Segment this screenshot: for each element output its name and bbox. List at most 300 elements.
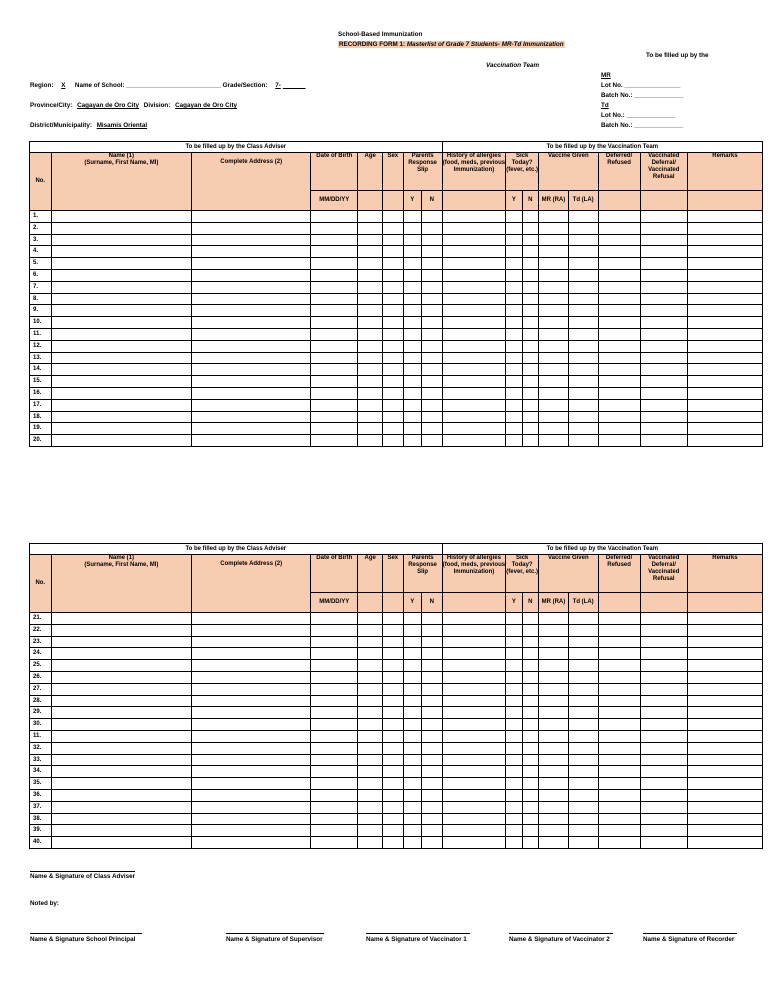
table-cell[interactable]	[383, 660, 404, 672]
table-cell[interactable]	[506, 648, 522, 660]
table-cell[interactable]	[640, 660, 687, 672]
table-cell[interactable]	[506, 671, 522, 683]
table-cell[interactable]	[598, 423, 640, 435]
table-cell[interactable]	[539, 683, 569, 695]
table-cell[interactable]	[51, 624, 192, 636]
table-cell[interactable]	[640, 730, 687, 742]
table-cell[interactable]	[522, 613, 538, 625]
table-cell[interactable]	[422, 317, 443, 329]
table-cell[interactable]	[442, 211, 506, 223]
table-cell[interactable]	[311, 766, 358, 778]
table-cell[interactable]	[640, 305, 687, 317]
table-cell[interactable]	[422, 695, 443, 707]
table-cell[interactable]	[383, 387, 404, 399]
table-cell[interactable]	[358, 293, 383, 305]
table-cell[interactable]	[403, 613, 421, 625]
table-cell[interactable]	[640, 789, 687, 801]
table-cell[interactable]	[51, 352, 192, 364]
table-cell[interactable]	[311, 636, 358, 648]
table-cell[interactable]	[442, 754, 506, 766]
table-cell[interactable]	[539, 730, 569, 742]
table-cell[interactable]	[687, 624, 762, 636]
table-cell[interactable]	[598, 222, 640, 234]
table-cell[interactable]	[568, 293, 598, 305]
table-cell[interactable]	[640, 435, 687, 447]
table-cell[interactable]	[598, 671, 640, 683]
table-cell[interactable]	[311, 730, 358, 742]
table-cell[interactable]	[51, 648, 192, 660]
table-cell[interactable]	[506, 328, 522, 340]
table-cell[interactable]	[539, 719, 569, 731]
table-cell[interactable]	[568, 222, 598, 234]
table-cell[interactable]	[640, 778, 687, 790]
table-cell[interactable]	[311, 364, 358, 376]
table-cell[interactable]	[522, 246, 538, 258]
table-cell[interactable]	[51, 707, 192, 719]
table-cell[interactable]	[383, 789, 404, 801]
table-cell[interactable]	[568, 707, 598, 719]
table-cell[interactable]	[506, 813, 522, 825]
table-cell[interactable]	[687, 683, 762, 695]
table-cell[interactable]	[311, 825, 358, 837]
table-cell[interactable]	[687, 695, 762, 707]
table-cell[interactable]	[522, 376, 538, 388]
table-cell[interactable]	[51, 222, 192, 234]
table-cell[interactable]	[506, 222, 522, 234]
table-cell[interactable]	[311, 671, 358, 683]
table-cell[interactable]	[522, 789, 538, 801]
table-cell[interactable]	[442, 258, 506, 270]
table-cell[interactable]	[51, 825, 192, 837]
table-cell[interactable]	[539, 801, 569, 813]
table-cell[interactable]	[506, 258, 522, 270]
table-cell[interactable]	[358, 376, 383, 388]
table-cell[interactable]	[539, 789, 569, 801]
table-cell[interactable]	[403, 340, 421, 352]
table-cell[interactable]	[539, 364, 569, 376]
table-cell[interactable]	[358, 352, 383, 364]
table-cell[interactable]	[358, 707, 383, 719]
table-cell[interactable]	[640, 837, 687, 849]
table-cell[interactable]	[442, 613, 506, 625]
table-cell[interactable]	[383, 730, 404, 742]
table-cell[interactable]	[568, 695, 598, 707]
table-cell[interactable]	[598, 648, 640, 660]
table-cell[interactable]	[522, 719, 538, 731]
table-cell[interactable]	[403, 778, 421, 790]
table-cell[interactable]	[539, 246, 569, 258]
table-cell[interactable]	[598, 837, 640, 849]
table-cell[interactable]	[568, 246, 598, 258]
table-cell[interactable]	[539, 352, 569, 364]
table-cell[interactable]	[383, 837, 404, 849]
table-cell[interactable]	[506, 719, 522, 731]
table-cell[interactable]	[311, 789, 358, 801]
table-cell[interactable]	[522, 813, 538, 825]
table-cell[interactable]	[640, 754, 687, 766]
table-cell[interactable]	[442, 636, 506, 648]
table-cell[interactable]	[311, 234, 358, 246]
table-cell[interactable]	[192, 825, 311, 837]
table-cell[interactable]	[403, 234, 421, 246]
table-cell[interactable]	[383, 364, 404, 376]
table-cell[interactable]	[442, 683, 506, 695]
table-cell[interactable]	[442, 305, 506, 317]
table-cell[interactable]	[403, 435, 421, 447]
table-cell[interactable]	[539, 211, 569, 223]
table-cell[interactable]	[442, 766, 506, 778]
table-cell[interactable]	[522, 399, 538, 411]
table-cell[interactable]	[598, 340, 640, 352]
table-cell[interactable]	[51, 636, 192, 648]
table-cell[interactable]	[383, 340, 404, 352]
table-cell[interactable]	[403, 754, 421, 766]
table-cell[interactable]	[506, 778, 522, 790]
table-cell[interactable]	[51, 246, 192, 258]
table-cell[interactable]	[192, 211, 311, 223]
table-cell[interactable]	[442, 837, 506, 849]
table-cell[interactable]	[598, 352, 640, 364]
table-cell[interactable]	[422, 778, 443, 790]
table-cell[interactable]	[687, 648, 762, 660]
table-cell[interactable]	[598, 683, 640, 695]
table-cell[interactable]	[687, 766, 762, 778]
table-cell[interactable]	[422, 246, 443, 258]
table-cell[interactable]	[568, 742, 598, 754]
table-cell[interactable]	[51, 435, 192, 447]
table-cell[interactable]	[358, 340, 383, 352]
table-cell[interactable]	[403, 281, 421, 293]
table-cell[interactable]	[311, 801, 358, 813]
table-cell[interactable]	[687, 364, 762, 376]
table-cell[interactable]	[51, 328, 192, 340]
table-cell[interactable]	[403, 387, 421, 399]
table-cell[interactable]	[358, 754, 383, 766]
table-cell[interactable]	[383, 234, 404, 246]
table-cell[interactable]	[51, 411, 192, 423]
table-cell[interactable]	[51, 789, 192, 801]
table-cell[interactable]	[383, 435, 404, 447]
table-cell[interactable]	[192, 801, 311, 813]
table-cell[interactable]	[358, 234, 383, 246]
table-cell[interactable]	[522, 671, 538, 683]
table-cell[interactable]	[192, 293, 311, 305]
table-cell[interactable]	[192, 340, 311, 352]
table-cell[interactable]	[506, 801, 522, 813]
table-cell[interactable]	[522, 281, 538, 293]
table-cell[interactable]	[383, 305, 404, 317]
table-cell[interactable]	[403, 305, 421, 317]
table-cell[interactable]	[568, 778, 598, 790]
table-cell[interactable]	[539, 328, 569, 340]
table-cell[interactable]	[358, 789, 383, 801]
table-cell[interactable]	[568, 766, 598, 778]
table-cell[interactable]	[640, 423, 687, 435]
table-cell[interactable]	[568, 328, 598, 340]
table-cell[interactable]	[51, 269, 192, 281]
table-cell[interactable]	[687, 293, 762, 305]
table-cell[interactable]	[687, 376, 762, 388]
table-cell[interactable]	[522, 222, 538, 234]
table-cell[interactable]	[358, 328, 383, 340]
table-cell[interactable]	[192, 837, 311, 849]
table-cell[interactable]	[383, 269, 404, 281]
table-cell[interactable]	[598, 435, 640, 447]
table-cell[interactable]	[568, 399, 598, 411]
table-cell[interactable]	[422, 399, 443, 411]
table-cell[interactable]	[383, 211, 404, 223]
table-cell[interactable]	[539, 671, 569, 683]
table-cell[interactable]	[687, 825, 762, 837]
table-cell[interactable]	[598, 766, 640, 778]
table-cell[interactable]	[383, 624, 404, 636]
table-cell[interactable]	[311, 423, 358, 435]
table-cell[interactable]	[383, 813, 404, 825]
table-cell[interactable]	[687, 435, 762, 447]
table-cell[interactable]	[442, 801, 506, 813]
table-cell[interactable]	[422, 707, 443, 719]
table-cell[interactable]	[422, 387, 443, 399]
table-cell[interactable]	[568, 258, 598, 270]
table-cell[interactable]	[598, 754, 640, 766]
table-cell[interactable]	[522, 305, 538, 317]
table-cell[interactable]	[192, 789, 311, 801]
table-cell[interactable]	[522, 423, 538, 435]
table-cell[interactable]	[403, 293, 421, 305]
table-cell[interactable]	[358, 719, 383, 731]
table-cell[interactable]	[506, 269, 522, 281]
table-cell[interactable]	[539, 837, 569, 849]
table-cell[interactable]	[539, 317, 569, 329]
table-cell[interactable]	[687, 837, 762, 849]
table-cell[interactable]	[640, 211, 687, 223]
table-cell[interactable]	[598, 234, 640, 246]
table-cell[interactable]	[539, 281, 569, 293]
table-cell[interactable]	[506, 825, 522, 837]
table-cell[interactable]	[687, 281, 762, 293]
table-cell[interactable]	[442, 222, 506, 234]
table-cell[interactable]	[568, 624, 598, 636]
table-cell[interactable]	[640, 707, 687, 719]
table-cell[interactable]	[51, 399, 192, 411]
table-cell[interactable]	[192, 648, 311, 660]
table-cell[interactable]	[422, 211, 443, 223]
table-cell[interactable]	[311, 352, 358, 364]
table-cell[interactable]	[687, 754, 762, 766]
table-cell[interactable]	[687, 671, 762, 683]
table-cell[interactable]	[311, 683, 358, 695]
table-cell[interactable]	[640, 624, 687, 636]
table-cell[interactable]	[568, 340, 598, 352]
table-cell[interactable]	[311, 387, 358, 399]
table-cell[interactable]	[51, 671, 192, 683]
table-cell[interactable]	[598, 813, 640, 825]
table-cell[interactable]	[539, 648, 569, 660]
table-cell[interactable]	[640, 293, 687, 305]
table-cell[interactable]	[522, 293, 538, 305]
table-cell[interactable]	[687, 387, 762, 399]
table-cell[interactable]	[522, 317, 538, 329]
table-cell[interactable]	[311, 281, 358, 293]
table-cell[interactable]	[598, 730, 640, 742]
table-cell[interactable]	[192, 719, 311, 731]
table-cell[interactable]	[358, 636, 383, 648]
table-cell[interactable]	[568, 636, 598, 648]
table-cell[interactable]	[358, 399, 383, 411]
table-cell[interactable]	[640, 234, 687, 246]
table-cell[interactable]	[311, 648, 358, 660]
table-cell[interactable]	[539, 636, 569, 648]
table-cell[interactable]	[598, 742, 640, 754]
table-cell[interactable]	[687, 636, 762, 648]
table-cell[interactable]	[403, 683, 421, 695]
table-cell[interactable]	[311, 340, 358, 352]
table-cell[interactable]	[442, 648, 506, 660]
table-cell[interactable]	[192, 387, 311, 399]
table-cell[interactable]	[403, 801, 421, 813]
table-cell[interactable]	[51, 837, 192, 849]
table-cell[interactable]	[442, 352, 506, 364]
table-cell[interactable]	[506, 695, 522, 707]
table-cell[interactable]	[568, 789, 598, 801]
table-cell[interactable]	[506, 742, 522, 754]
table-cell[interactable]	[598, 825, 640, 837]
table-cell[interactable]	[640, 613, 687, 625]
table-cell[interactable]	[640, 825, 687, 837]
table-cell[interactable]	[506, 636, 522, 648]
table-cell[interactable]	[598, 246, 640, 258]
table-cell[interactable]	[192, 222, 311, 234]
table-cell[interactable]	[311, 399, 358, 411]
table-cell[interactable]	[506, 435, 522, 447]
table-cell[interactable]	[568, 801, 598, 813]
table-cell[interactable]	[568, 719, 598, 731]
table-cell[interactable]	[522, 837, 538, 849]
table-cell[interactable]	[192, 778, 311, 790]
table-cell[interactable]	[51, 719, 192, 731]
table-cell[interactable]	[522, 707, 538, 719]
table-cell[interactable]	[506, 234, 522, 246]
table-cell[interactable]	[522, 387, 538, 399]
table-cell[interactable]	[640, 352, 687, 364]
table-cell[interactable]	[51, 317, 192, 329]
table-cell[interactable]	[442, 813, 506, 825]
table-cell[interactable]	[442, 660, 506, 672]
table-cell[interactable]	[51, 258, 192, 270]
table-cell[interactable]	[598, 778, 640, 790]
table-cell[interactable]	[51, 423, 192, 435]
table-cell[interactable]	[311, 719, 358, 731]
table-cell[interactable]	[598, 317, 640, 329]
table-cell[interactable]	[522, 411, 538, 423]
table-cell[interactable]	[422, 376, 443, 388]
table-cell[interactable]	[51, 801, 192, 813]
table-cell[interactable]	[539, 258, 569, 270]
table-cell[interactable]	[687, 801, 762, 813]
table-cell[interactable]	[598, 211, 640, 223]
table-cell[interactable]	[51, 281, 192, 293]
table-cell[interactable]	[383, 683, 404, 695]
table-cell[interactable]	[687, 660, 762, 672]
table-cell[interactable]	[442, 387, 506, 399]
table-cell[interactable]	[192, 364, 311, 376]
table-cell[interactable]	[358, 671, 383, 683]
table-cell[interactable]	[358, 683, 383, 695]
table-cell[interactable]	[383, 317, 404, 329]
table-cell[interactable]	[598, 328, 640, 340]
table-cell[interactable]	[506, 317, 522, 329]
table-cell[interactable]	[442, 435, 506, 447]
table-cell[interactable]	[522, 825, 538, 837]
table-cell[interactable]	[506, 399, 522, 411]
table-cell[interactable]	[640, 281, 687, 293]
table-cell[interactable]	[522, 660, 538, 672]
table-cell[interactable]	[539, 387, 569, 399]
table-cell[interactable]	[51, 660, 192, 672]
table-cell[interactable]	[311, 695, 358, 707]
table-cell[interactable]	[640, 387, 687, 399]
table-cell[interactable]	[311, 742, 358, 754]
table-cell[interactable]	[598, 364, 640, 376]
table-cell[interactable]	[358, 411, 383, 423]
table-cell[interactable]	[640, 246, 687, 258]
table-cell[interactable]	[311, 376, 358, 388]
table-cell[interactable]	[311, 411, 358, 423]
table-cell[interactable]	[522, 340, 538, 352]
table-cell[interactable]	[422, 328, 443, 340]
table-cell[interactable]	[192, 399, 311, 411]
table-cell[interactable]	[311, 613, 358, 625]
table-cell[interactable]	[51, 613, 192, 625]
table-cell[interactable]	[192, 234, 311, 246]
table-cell[interactable]	[640, 801, 687, 813]
table-cell[interactable]	[506, 683, 522, 695]
table-cell[interactable]	[568, 269, 598, 281]
table-cell[interactable]	[422, 293, 443, 305]
table-cell[interactable]	[358, 222, 383, 234]
table-cell[interactable]	[383, 258, 404, 270]
table-cell[interactable]	[192, 246, 311, 258]
table-cell[interactable]	[506, 789, 522, 801]
table-cell[interactable]	[506, 352, 522, 364]
table-cell[interactable]	[522, 364, 538, 376]
table-cell[interactable]	[383, 376, 404, 388]
table-cell[interactable]	[687, 317, 762, 329]
table-cell[interactable]	[522, 648, 538, 660]
table-cell[interactable]	[687, 613, 762, 625]
table-cell[interactable]	[383, 707, 404, 719]
table-cell[interactable]	[358, 624, 383, 636]
table-cell[interactable]	[358, 813, 383, 825]
table-cell[interactable]	[422, 636, 443, 648]
table-cell[interactable]	[403, 258, 421, 270]
table-cell[interactable]	[687, 211, 762, 223]
table-cell[interactable]	[51, 387, 192, 399]
table-cell[interactable]	[442, 269, 506, 281]
table-cell[interactable]	[522, 754, 538, 766]
table-cell[interactable]	[687, 222, 762, 234]
table-cell[interactable]	[598, 258, 640, 270]
table-cell[interactable]	[51, 364, 192, 376]
table-cell[interactable]	[539, 754, 569, 766]
table-cell[interactable]	[403, 636, 421, 648]
table-cell[interactable]	[687, 305, 762, 317]
table-cell[interactable]	[442, 293, 506, 305]
table-cell[interactable]	[51, 376, 192, 388]
table-cell[interactable]	[687, 813, 762, 825]
table-cell[interactable]	[539, 269, 569, 281]
table-cell[interactable]	[506, 730, 522, 742]
